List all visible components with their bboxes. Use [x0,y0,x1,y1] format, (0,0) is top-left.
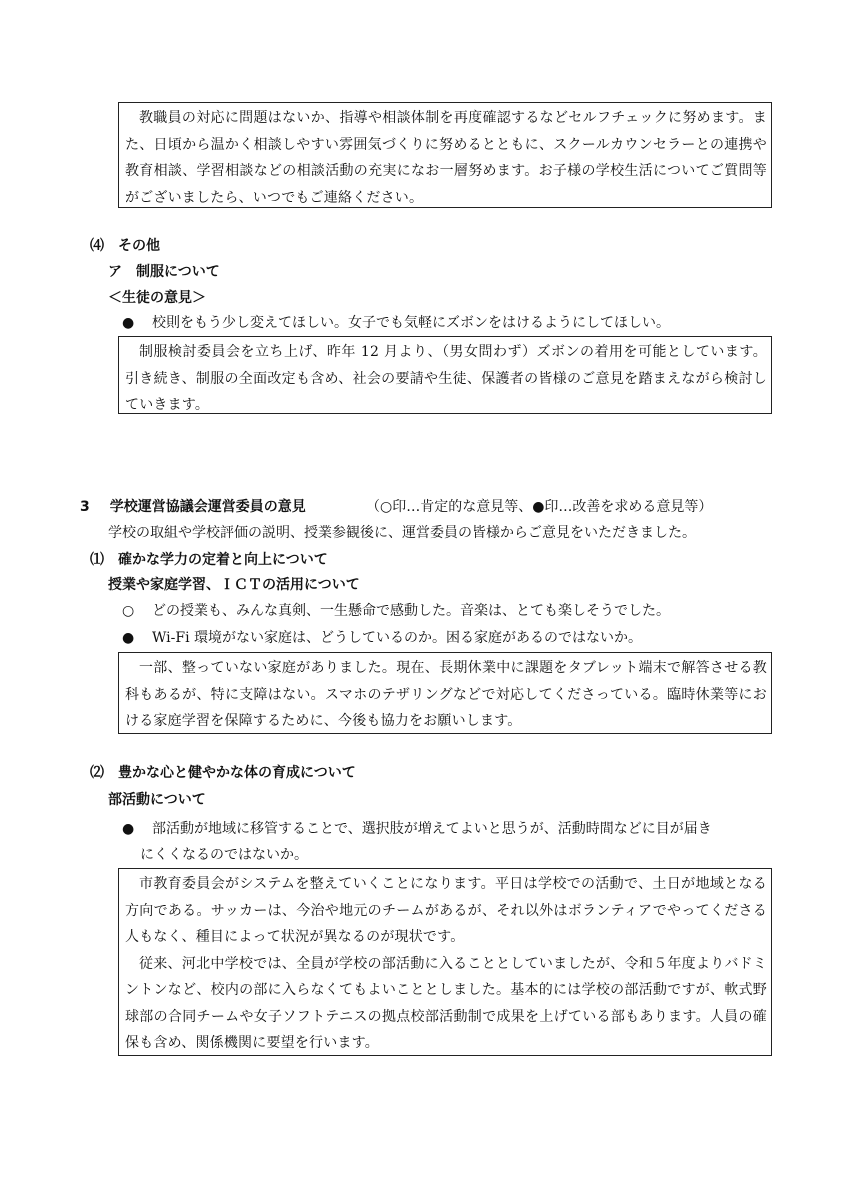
response-box-ict [118,652,772,734]
opinion-item-improvement [122,816,774,868]
opinion-text-line1: 部活動が地域に移管することで、選択肢が増えてよいと思うが、活動時間などに目が届き [152,821,712,837]
section-heading-3 [80,497,306,517]
section-title: その他 [118,238,160,254]
bullet-filled-icon: ● [122,315,135,331]
bullet-filled-icon: ● [122,630,135,646]
response-text-p1: 市教育委員会がシステムを整えていくことになります。平日は学校での活動で、土日が地域となる方向である。サッカーは、今治や地元のチームがあるが、それ以外はボランティアでやってくださる人もなく、種目によって状況が異なるのが現状です。 [125,876,767,945]
opinion-text: どの授業も、みんな真剣、一生懸命で感動した。音楽は、とても楽しそうでした。 [152,603,670,619]
response-box-club [118,868,772,1056]
section-title: 確かな学力の定着と向上について [118,552,328,568]
legend-text: （○印…肯定的な意見等、●印…改善を求める意見等） [366,499,713,515]
response-text: 制服検討委員会を立ち上げ、昨年 12 月より、（男女問わず）ズボンの着用を可能としています。引き続き、制服の全面改定も含め、社会の要請や生徒、保護者の皆様のご意見を踏まえながら検討していきます。 [125,344,767,413]
topic-heading-ict: 授業や家庭学習、ＩＣＴの活用について [108,577,360,593]
section-number: ⑷ [90,238,104,254]
response-text-p2: 従来、河北中学校では、全員が学校の部活動に入ることとしていましたが、令和５年度よりバドミントンなど、校内の部に入らなくてもよいこととしました。基本的には学校の部活動ですが、軟式野球部の合同チームや女子ソフトテニスの拠点校部活動制で成果を上げている部もあります。人員の確保も含め、関係機関に要望を行います。 [125,955,767,1051]
student-opinion-label: ＜生徒の意見＞ [108,290,206,306]
section-title: 学校運営協議会運営委員の意見 [109,499,306,515]
subsection-heading-uniform: ア 制服について [108,264,220,280]
opinion-item-improvement [122,625,642,651]
bullet-open-icon: ○ [122,603,135,619]
topic-heading-club: 部活動について [108,792,206,808]
opinion-text: Wi-Fi 環境がない家庭は、どうしているのか。困る家庭があるのではないか。 [152,630,642,646]
opinion-item [122,310,670,336]
opinion-text: 校則をもう少し変えてほしい。女子でも気軽にズボンをはけるようにしてほしい。 [152,315,670,331]
response-box-counseling [118,102,772,208]
response-text: 教職員の対応に問題はないか、指導や相談体制を再度確認するなどセルフチェックに努めます。また、日頃から温かく相談しやすい雰囲気づくりに努めるとともに、スクールカウンセラーとの連携や教育相談、学習相談などの相談活動の充実になお一層努めます。お子様の学校生活についてご質問等がございましたら、いつでもご連絡ください。 [125,110,767,206]
response-text: 一部、整っていない家庭がありました。現在、長期休業中に課題をタブレット端末で解答させる教科もあるが、特に支障はない。スマホのテザリングなどで対応してくださっている。臨時休業等における家庭学習を保障するために、今後も協力をお願いします。 [125,660,767,729]
opinion-item-positive [122,598,670,624]
subsection-heading-2 [90,763,356,783]
subsection-heading-1 [90,550,328,570]
bullet-filled-icon: ● [122,821,135,837]
section-number: ⑵ [90,765,104,781]
response-box-uniform [118,336,772,414]
section-number: ⑴ [90,552,104,568]
section-heading-4 [90,236,160,256]
section-title: 豊かな心と健やかな体の育成について [118,765,356,781]
opinion-text-line2: にくくなるのではないか。 [140,847,308,863]
section-number: 3 [80,499,90,515]
section-intro: 学校の取組や学校評価の説明、授業参観後に、運営委員の皆様からご意見をいただきました。 [108,525,696,541]
